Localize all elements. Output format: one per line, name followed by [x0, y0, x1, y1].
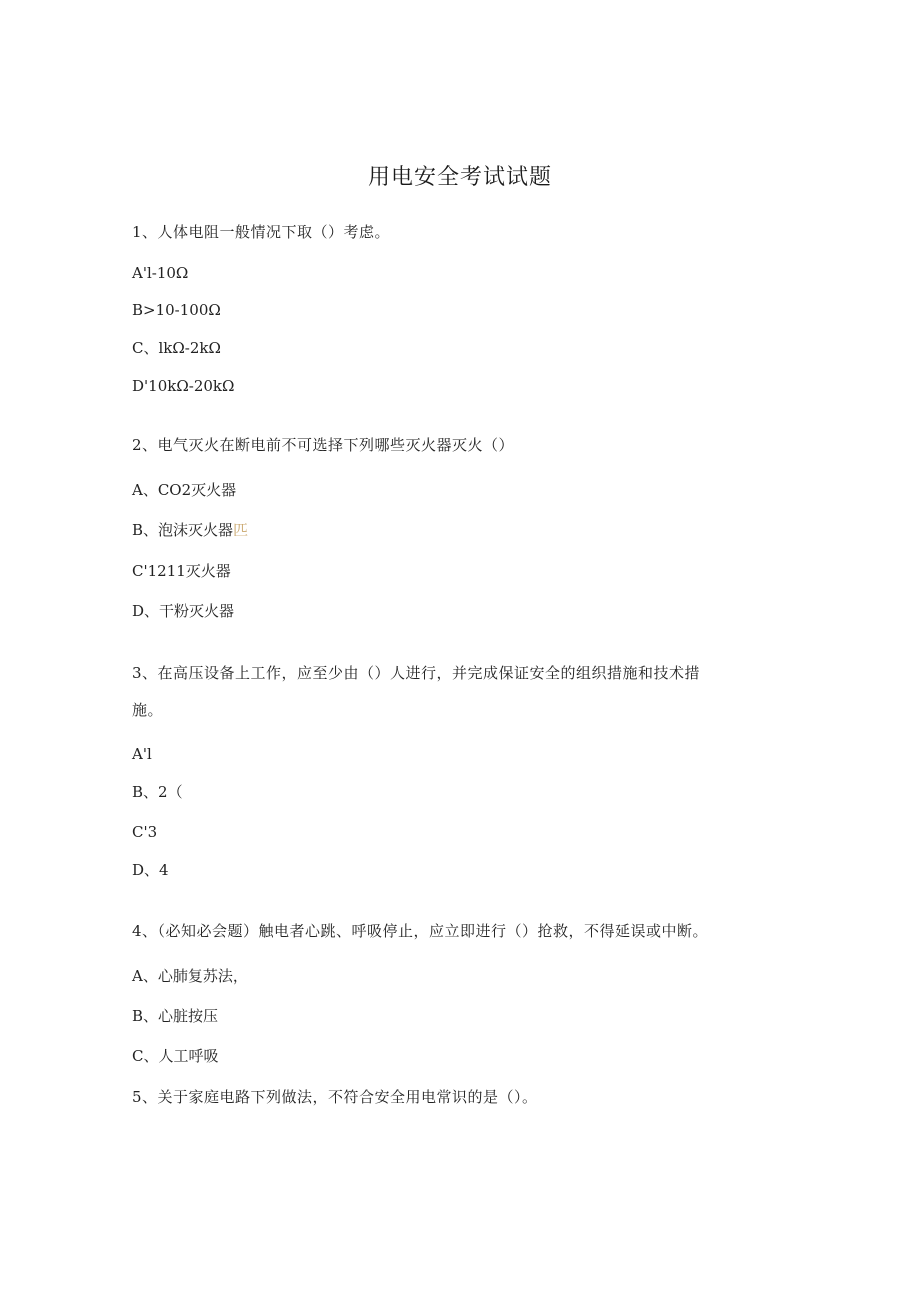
question-2-text: 2、电气灭火在断电前不可选择下列哪些灭火器灭火（） [132, 436, 515, 454]
question-2-option-c: C'1211灭火器 [132, 562, 231, 580]
question-2-option-b-mark: 匹 [233, 521, 249, 539]
question-2-option-a: A、CO2灭火器 [132, 481, 237, 499]
question-2-option-b-row [132, 520, 248, 540]
question-2-option-b: B、泡沫灭火器 [132, 521, 234, 539]
question-1-option-d: D'10kΩ-20kΩ [132, 377, 235, 395]
question-1-option-b: B>10-100Ω [132, 301, 221, 319]
question-3-option-a: A'l [132, 745, 152, 763]
page-title: 用电安全考试试题 [367, 165, 552, 190]
question-3-option-c: C'3 [132, 823, 158, 841]
question-3-option-d: D、4 [132, 861, 169, 879]
question-4-option-b: B、心脏按压 [132, 1007, 219, 1025]
question-2-option-d: D、干粉灭火器 [132, 602, 235, 620]
question-1-option-c: C、lkΩ-2kΩ [132, 339, 221, 357]
question-3-option-b: B、2（ [132, 783, 183, 801]
question-4-text: 4、（必知必会题）触电者心跳、呼吸停止，应立即进行（）抢救，不得延误或中断。 [132, 922, 709, 940]
question-3-text-line-1: 3、在高压设备上工作，应至少由（）人进行，并完成保证安全的组织措施和技术措 [132, 664, 701, 682]
question-1-option-a: A'l-10Ω [132, 264, 189, 282]
question-4-option-a: A、心肺复苏法， [132, 967, 248, 985]
question-1-text: 1、人体电阻一般情况下取（）考虑。 [132, 223, 391, 241]
question-5-text: 5、关于家庭电路下列做法，不符合安全用电常识的是（）。 [132, 1088, 538, 1106]
question-4-option-c: C、人工呼吸 [132, 1047, 219, 1065]
question-3-text-line-2: 施。 [132, 701, 164, 719]
